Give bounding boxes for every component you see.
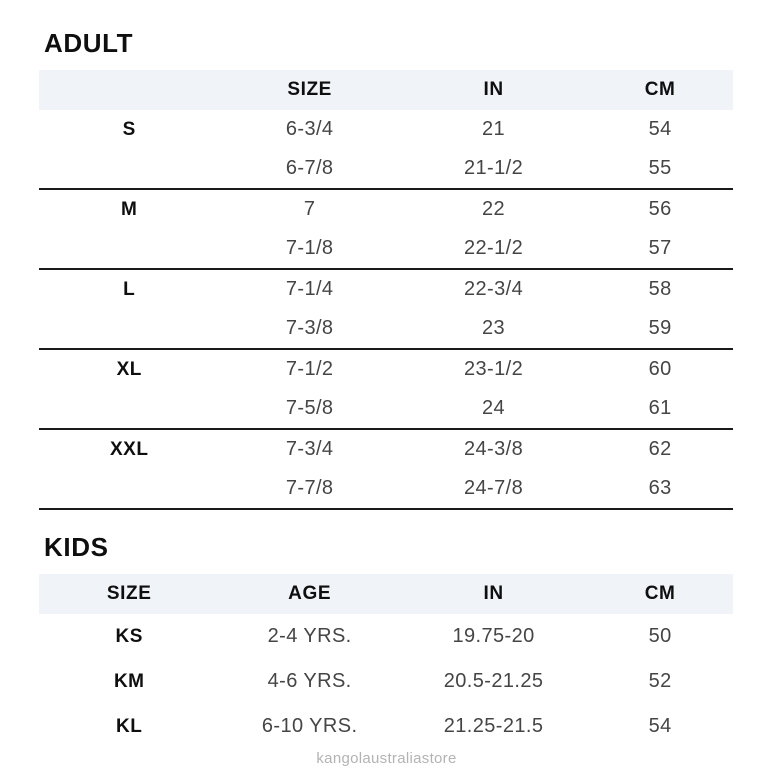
adult-size-group-xxl: [39, 430, 733, 510]
kids-table-row: [39, 704, 733, 749]
value-cell: 7-3/4: [285, 438, 334, 460]
adult-table-body: [39, 110, 733, 510]
kids-table-header: [39, 574, 733, 614]
adult-col-header-cm: CM: [644, 79, 676, 100]
adult-table-row: [39, 110, 733, 149]
watermark: kangolaustraliastore: [316, 750, 457, 767]
adult-size-group-s: [39, 110, 733, 190]
adult-table-row: [39, 270, 733, 309]
adult-table-row: [39, 229, 733, 268]
adult-table-row: [39, 430, 733, 469]
value-cell: 24-7/8: [464, 477, 524, 499]
adult-table-row: [39, 309, 733, 348]
value-cell: 7: [303, 198, 316, 220]
value-cell: 21-1/2: [464, 157, 524, 179]
adult-table-header: [39, 70, 733, 110]
adult-col-header-size: SIZE: [287, 79, 332, 100]
value-cell: 20.5-21.25: [443, 670, 544, 692]
value-cell: 21: [482, 118, 506, 140]
value-cell: 57: [648, 237, 672, 259]
value-cell: 19.75-20: [452, 625, 535, 647]
size-label: S: [122, 118, 136, 140]
value-cell: 2-4 YRS.: [267, 625, 352, 647]
value-cell: 60: [648, 358, 672, 380]
kids-col-header-age: AGE: [288, 583, 332, 604]
size-label: M: [121, 198, 138, 220]
adult-col-header-in: IN: [483, 79, 504, 100]
value-cell: 24-3/8: [464, 438, 524, 460]
kids-col-header-in: IN: [483, 583, 504, 604]
adult-size-group-m: [39, 190, 733, 270]
value-cell: 7-1/8: [285, 237, 334, 259]
value-cell: 55: [648, 157, 672, 179]
adult-size-group-xl: [39, 350, 733, 430]
adult-table-row: [39, 190, 733, 229]
value-cell: 63: [648, 477, 672, 499]
value-cell: 54: [648, 715, 672, 737]
kids-col-header-cm: CM: [644, 583, 676, 604]
value-cell: 22-3/4: [464, 278, 524, 300]
value-cell: 22-1/2: [464, 237, 524, 259]
value-cell: 6-7/8: [285, 157, 334, 179]
value-cell: 59: [648, 317, 672, 339]
value-cell: 22: [482, 198, 506, 220]
size-label: KL: [116, 715, 143, 737]
value-cell: 24: [482, 397, 506, 419]
size-label: L: [123, 278, 136, 300]
kids-size-table: [39, 574, 733, 749]
kids-table-row: [39, 659, 733, 704]
value-cell: 6-3/4: [285, 118, 334, 140]
value-cell: 21.25-21.5: [443, 715, 544, 737]
adult-size-group-l: [39, 270, 733, 350]
value-cell: 50: [648, 625, 672, 647]
kids-table-row: [39, 614, 733, 659]
size-label: KM: [113, 670, 145, 692]
value-cell: 52: [648, 670, 672, 692]
adult-table-row: [39, 389, 733, 428]
adult-section-title: ADULT: [44, 28, 134, 58]
adult-table-row: [39, 350, 733, 389]
adult-table-row: [39, 469, 733, 508]
adult-size-table: [39, 70, 733, 510]
value-cell: 61: [648, 397, 672, 419]
value-cell: 7-1/4: [285, 278, 334, 300]
size-label: KS: [115, 625, 143, 647]
size-label: XXL: [109, 438, 149, 460]
adult-table-row: [39, 149, 733, 188]
value-cell: 4-6 YRS.: [267, 670, 352, 692]
value-cell: 7-5/8: [285, 397, 334, 419]
value-cell: 62: [648, 438, 672, 460]
value-cell: 54: [648, 118, 672, 140]
value-cell: 23-1/2: [464, 358, 524, 380]
kids-table-body: [39, 614, 733, 749]
value-cell: 7-1/2: [285, 358, 334, 380]
value-cell: 56: [648, 198, 672, 220]
value-cell: 23: [482, 317, 506, 339]
value-cell: 7-3/8: [285, 317, 334, 339]
kids-col-header-size: SIZE: [106, 583, 152, 604]
value-cell: 6-10 YRS.: [261, 715, 358, 737]
kids-section-title: KIDS: [44, 532, 109, 562]
size-label: XL: [116, 358, 142, 380]
value-cell: 58: [648, 278, 672, 300]
value-cell: 7-7/8: [285, 477, 334, 499]
